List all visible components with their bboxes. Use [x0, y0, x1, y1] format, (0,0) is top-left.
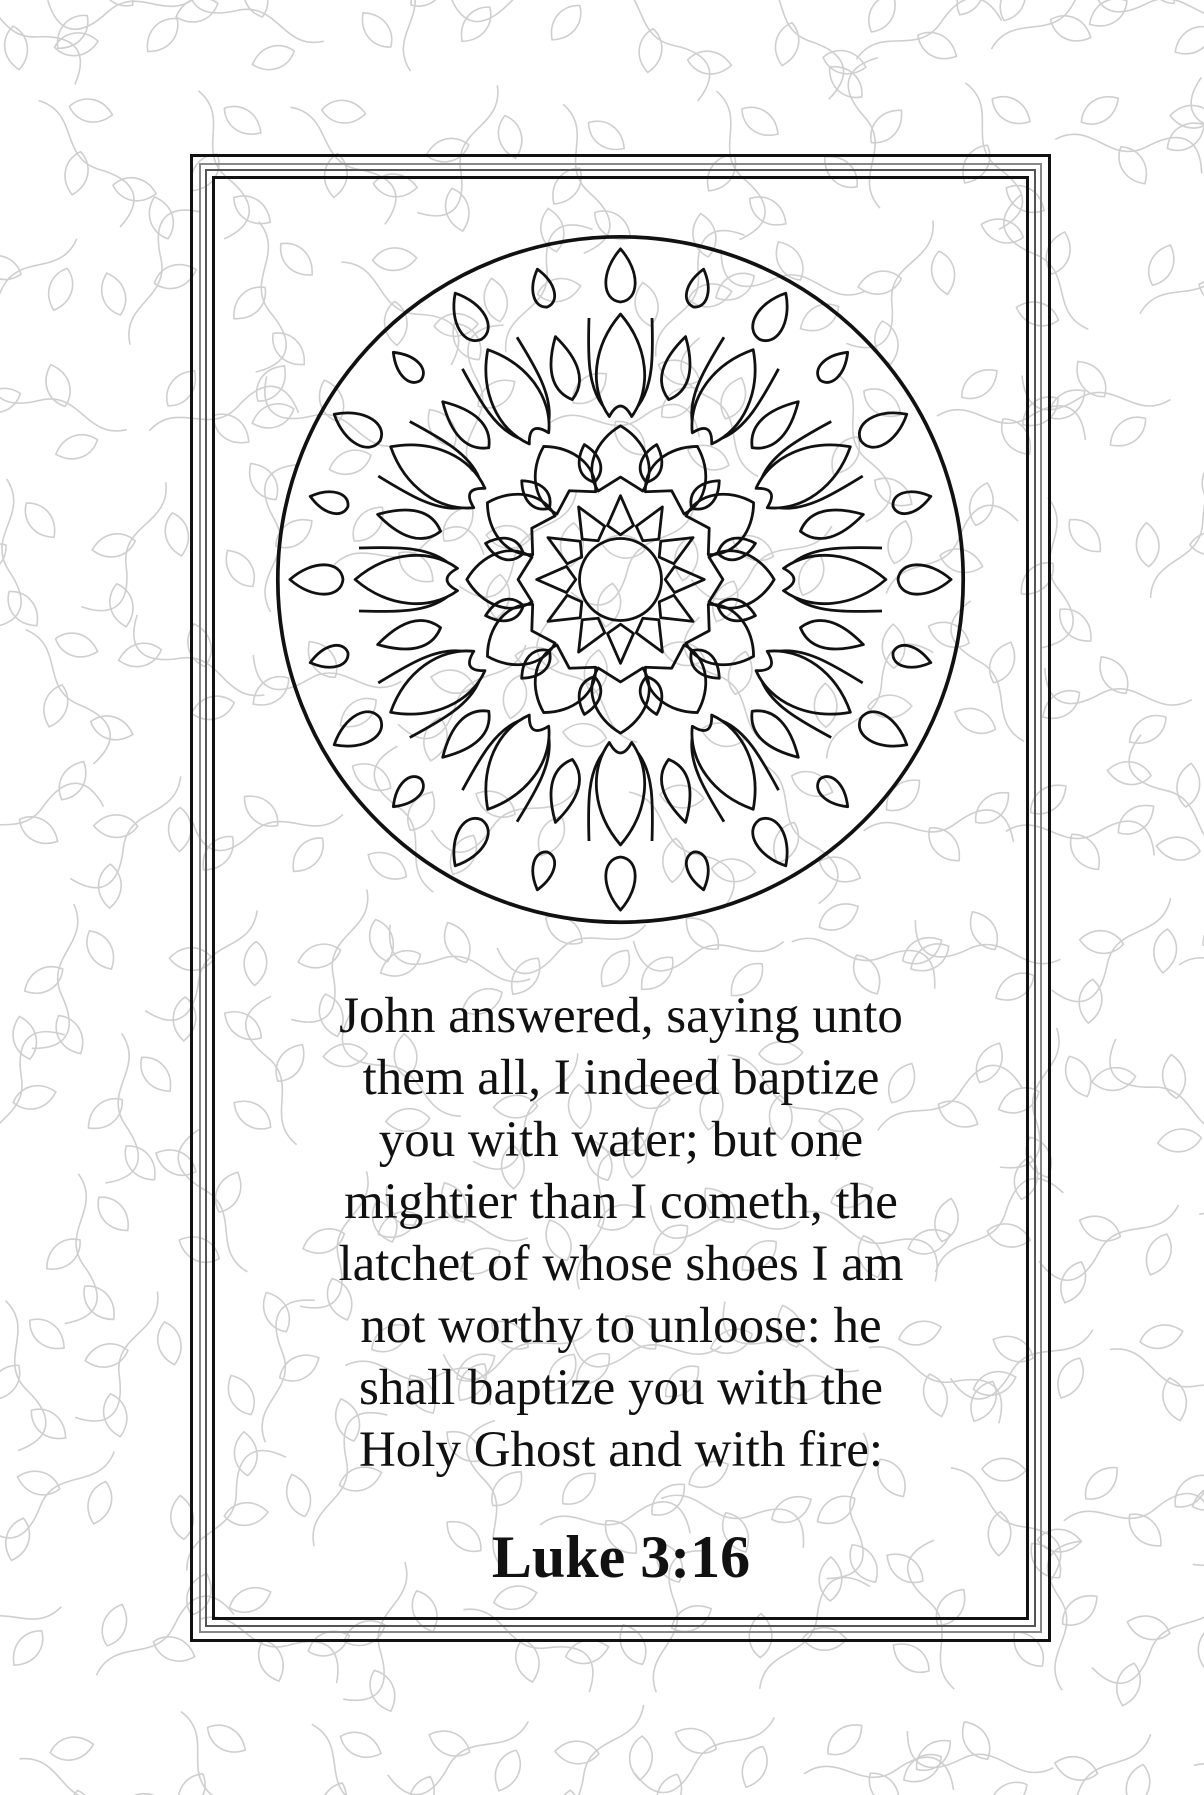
vine-motif [17, 69, 168, 244]
mandala-inner-drop [743, 392, 808, 457]
vine-motif [890, 1698, 1060, 1795]
mandala-illustration [248, 207, 993, 952]
vine-motif [509, 1685, 683, 1795]
mandala-star-point [537, 566, 576, 592]
mandala-inner-drop [797, 502, 867, 545]
mandala-teardrop [890, 642, 933, 672]
mandala-teardrop [527, 849, 557, 892]
vine-motif [1095, 1297, 1204, 1458]
mandala-flame [596, 314, 644, 416]
mandala-teardrop [898, 565, 951, 594]
mandala-teardrop [683, 266, 713, 309]
vine-motif [1062, 1456, 1204, 1559]
mandala-teardrop [442, 812, 494, 873]
mandala-inner-drop [374, 502, 444, 545]
mandala-teardrop [683, 849, 713, 892]
mandala-flame [596, 742, 644, 844]
mandala-tulip [467, 551, 532, 608]
mandala-center-ring [580, 539, 662, 621]
mandala-flame [355, 555, 457, 603]
vine-motif [156, 1701, 268, 1795]
mandala-teardrop [747, 812, 799, 873]
vine-motif [3, 604, 144, 777]
verse-line: Holy Ghost and with fire: [358, 1422, 884, 1478]
vine-motif [1196, 594, 1204, 769]
verse-line: John answered, saying unto [339, 988, 903, 1044]
mandala-teardrop [747, 286, 799, 347]
mandala-small-drop [636, 442, 666, 485]
vine-motif [46, 0, 199, 60]
mandala-teardrop [813, 345, 855, 387]
vine-motif [0, 331, 140, 485]
mandala-inner-drop [374, 615, 444, 658]
mandala-tulip [592, 426, 649, 491]
vine-motif [0, 474, 70, 638]
vine-motif [1174, 901, 1204, 1018]
mandala-teardrop [327, 706, 388, 758]
vine-motif [1032, 877, 1204, 1035]
vine-motif [4, 1708, 177, 1795]
mandala-inner-drop [543, 756, 586, 826]
vine-motif [1005, 1712, 1179, 1795]
mandala-teardrop [442, 286, 494, 347]
mandala-spike [410, 369, 525, 484]
vine-motif [1162, 1415, 1204, 1589]
vine-motif [844, 0, 1008, 84]
scripture-reference: Luke 3:16 [491, 1524, 751, 1590]
mandala-star-point [665, 566, 704, 592]
vine-motif [1078, 1013, 1204, 1181]
vine-motif [1122, 210, 1204, 338]
vine-motif [1157, 56, 1204, 230]
verse-line: mightier than I cometh, the [344, 1174, 898, 1230]
vine-motif [47, 1277, 209, 1451]
vine-motif [1106, 448, 1204, 616]
verse-line: shall baptize you with the [358, 1360, 884, 1416]
mandala-small-drop [636, 674, 666, 717]
mandala-small-drop [715, 595, 758, 625]
vine-motif [1076, 0, 1204, 74]
vine-motif [288, 1705, 418, 1795]
mandala-teardrop [386, 345, 428, 387]
mandala-teardrop [606, 249, 635, 302]
verse-line: not worthy to unloose: he [360, 1298, 882, 1354]
mandala-inner-drop [433, 392, 498, 457]
mandala-small-drop [483, 533, 526, 563]
vine-motif [1182, 1709, 1204, 1795]
vine-motif [1188, 355, 1204, 529]
mandala-small-drop [483, 595, 526, 625]
vine-motif [0, 1429, 141, 1572]
vine-motif [1028, 1181, 1198, 1313]
vine-motif [0, 0, 112, 110]
mandala-spike [716, 675, 831, 790]
vine-motif [0, 216, 101, 356]
vine-motif [1048, 77, 1204, 207]
mandala-inner-drop [797, 615, 867, 658]
mandala-spike [410, 675, 525, 790]
scripture-verse [230, 985, 1012, 1481]
mandala-star-point [607, 496, 633, 535]
mandala-outer-ring [278, 237, 963, 922]
mandala-spike [716, 369, 831, 484]
vine-motif [162, 0, 337, 96]
mandala-teardrop [386, 772, 428, 814]
vine-motif [449, 0, 601, 49]
vine-motif [0, 1582, 62, 1674]
verse-line: you with water; but one [378, 1112, 864, 1168]
mandala-inner-drop [433, 702, 498, 767]
vine-motif [0, 1300, 73, 1452]
mandala-small-drop [574, 442, 604, 485]
mandala-teardrop [890, 486, 933, 516]
mandala-teardrop [307, 486, 350, 516]
mandala-small-drop [574, 674, 604, 717]
mandala-tulip [592, 668, 649, 733]
verse-line: latchet of whose shoes I am [338, 1236, 904, 1292]
mandala-star-point [607, 624, 633, 663]
mandala-teardrop [853, 401, 914, 453]
mandala-teardrop [527, 266, 557, 309]
vine-motif [1186, 1159, 1204, 1313]
vine-motif [378, 1698, 548, 1795]
vine-motif [0, 895, 135, 1067]
vine-motif [800, 1710, 963, 1795]
vine-motif [1030, 634, 1199, 762]
mandala-teardrop [853, 706, 914, 758]
mandala-flame [783, 555, 885, 603]
vine-motif [587, 0, 744, 120]
mandala-teardrop [606, 857, 635, 910]
mandala-inner-drop [656, 333, 699, 403]
vine-motif [1077, 1572, 1204, 1717]
vine-motif [0, 752, 110, 867]
mandala-teardrop [307, 642, 350, 672]
vine-motif [71, 1029, 186, 1192]
mandala-inner-drop [543, 333, 586, 403]
mandala-teardrop [290, 565, 343, 594]
mandala-teardrop [813, 772, 855, 814]
mandala-teardrop [327, 401, 388, 453]
mandala-small-drop [715, 533, 758, 563]
mandala-inner-drop [656, 756, 699, 826]
vine-motif [30, 1170, 142, 1332]
mandala-inner-drop [743, 702, 808, 767]
vine-motif [347, 0, 464, 76]
mandala-tulip [709, 551, 774, 608]
verse-line: them all, I indeed baptize [362, 1050, 880, 1106]
